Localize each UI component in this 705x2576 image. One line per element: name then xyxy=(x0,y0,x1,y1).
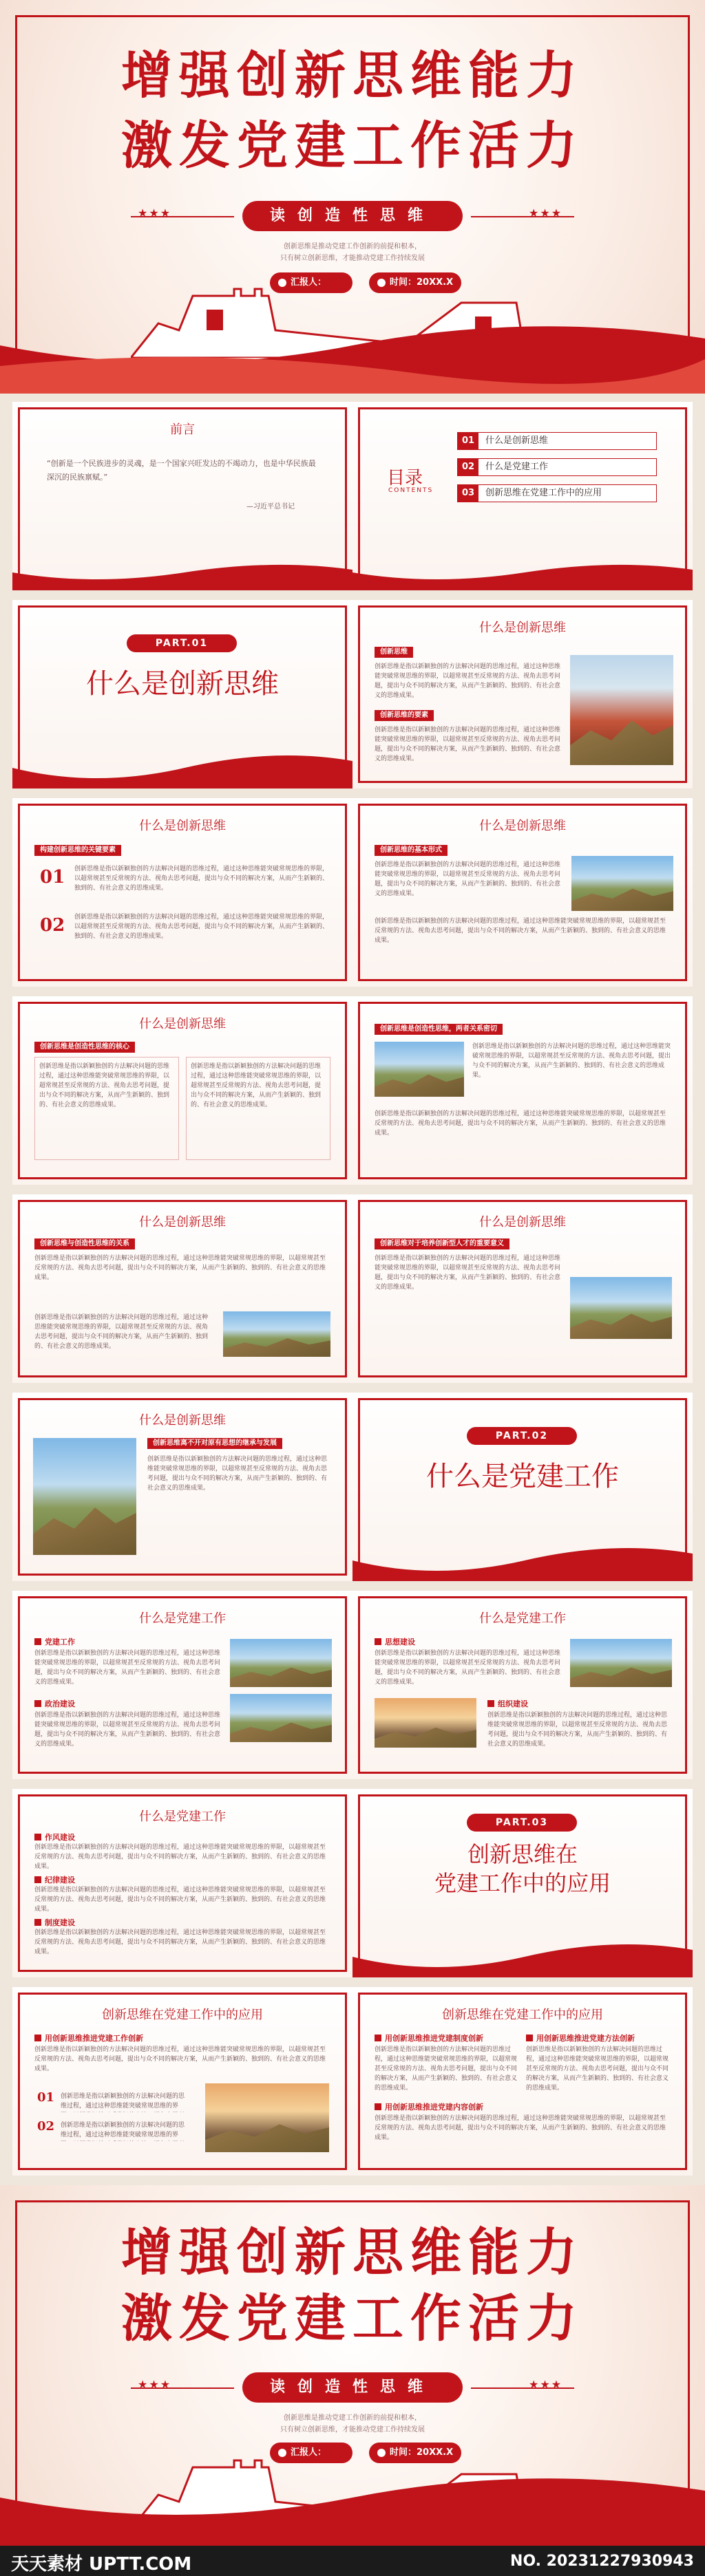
preface-author: —习近平总书记 xyxy=(246,503,295,511)
slide-contents xyxy=(352,402,693,590)
body-text: 创新思维是指以新颖独创的方法解决问题的思维过程，通过这种思维能突破常规思维的界限，以超常规甚至反常规的方法、视角去思考问题，提出与众不同的解决方案，从而产生新颖的、独到的、有社会意义的思维成果。 xyxy=(526,2046,669,2092)
photo xyxy=(375,1698,476,1748)
body-text: 创新思维是指以新颖独创的方法解决问题的思维过程，通过这种思维能突破常规思维的界限，以超常规甚至反常规的方法、视角去思考问题，提出与众不同的解决方案，从而产生新颖的、独到的、有社会意义的思维成果。 xyxy=(74,866,329,892)
cover-ribbon: 读创造性思维 xyxy=(242,2372,463,2403)
body-text: 创新思维是指以新颖独创的方法解决问题的思维过程，通过这种思维能突破常规思维的界限，以超常规甚至反常规的方法、视角去思考问题，提出与众不同的解决方案，从而产生新颖的、独到的、有社会意义的思维成果。 xyxy=(34,1887,326,1913)
body-text: 创新思维是指以新颖独创的方法解决问题的思维过程，通过这种思维能突破常规思维的界限，以超常规甚至反常规的方法、视角去思考问题，提出与众不同的解决方案，从而产生新颖的、独到的、有社会意义的思维成果。 xyxy=(375,2115,666,2141)
body-text: 创新思维是指以新颖独创的方法解决问题的思维过程，通过这种思维能突破常规思维的界限，以超常规甚至反常规的方法、视角去思考问题，提出与众不同的解决方案，从而产生新颖的、独到的、有社会意义的思维成果。 xyxy=(34,1314,209,1350)
slide-what-6 xyxy=(12,1194,352,1383)
time-pill: 时间：20XX.X xyxy=(369,2443,461,2463)
section-tag: 制度建设 xyxy=(34,1917,75,1928)
section-bar: 创新思维是创造性思维，两者关系密切 xyxy=(375,1024,503,1035)
section-bar: 创新思维是创造性思维的核心 xyxy=(34,1042,135,1053)
slide-what-5 xyxy=(352,996,693,1185)
body-text: 创新思维是指以新颖独创的方法解决问题的思维过程，通过这种思维能突破常规思维的界限，以超常规甚至反常规的方法、视角去思考问题，提出与众不同的解决方案，从而产生新颖的、独到的、有社会意义的思维成果。 xyxy=(375,1110,666,1137)
contents-title: 目录 xyxy=(387,468,423,489)
red-wave xyxy=(12,747,352,788)
photo xyxy=(570,655,673,765)
slide-what-7 xyxy=(352,1194,693,1383)
photo xyxy=(230,1639,332,1687)
section-tag: 用创新思维推进党建方法创新 xyxy=(526,2032,635,2043)
cover-title-line1: 增强创新思维能力 xyxy=(121,2223,584,2282)
red-wave xyxy=(352,1936,693,1977)
slide-title: 什么是创新思维 xyxy=(479,621,566,635)
body-text: 创新思维是指以新颖独创的方法解决问题的思维过程，通过这种思维能突破常规思维的界限，以超常规甚至反常规的方法、视角去思考问题，提出与众不同的解决方案，从而产生新颖的、独到的、有社会意义的思维成果。 xyxy=(375,918,666,944)
photo xyxy=(33,1438,136,1555)
cover-slide-bottom xyxy=(0,2185,705,2546)
part-title-line1: 创新思维在 xyxy=(467,1841,578,1867)
body-text: 创新思维是指以新颖独创的方法解决问题的思维过程，通过这种思维能突破常规思维的界限，以超常规甚至反常规的方法、视角去思考问题，提出与众不同的解决方案，从而产生新颖的、独到的、有社会意义的思维成果。 xyxy=(375,1650,560,1686)
body-text: 创新思维是指以新颖独创的方法解决问题的思维过程，通过这种思维能突破常规思维的界 xyxy=(61,2093,185,2110)
slide-title: 创新思维在党建工作中的应用 xyxy=(102,2008,263,2022)
body-text: 创新思维是指以新颖独创的方法解决问题的思维过程，通过这种思维能突破常规思维的界限，以超常规甚至反常规的方法、视角去思考问题，提出与众不同的解决方案，从而产生新颖的、独到的、有社会意义的思维成果。 xyxy=(186,1057,330,1160)
reporter-pill: 汇报人： xyxy=(270,2443,352,2463)
slide-preface xyxy=(12,402,352,590)
slide-what-8 xyxy=(12,1393,352,1581)
section-tag: 用创新思维推进党建内容创新 xyxy=(375,2101,483,2112)
cover-ribbon: 读创造性思维 xyxy=(242,201,463,231)
red-wave xyxy=(12,559,352,590)
slide-part1 xyxy=(12,600,352,788)
cover-title-line1: 增强创新思维能力 xyxy=(121,46,584,105)
reporter-pill: 汇报人： xyxy=(270,272,352,293)
section-tag: 用创新思维推进党建制度创新 xyxy=(375,2032,483,2043)
part-title: 什么是党建工作 xyxy=(426,1461,619,1492)
cover-slide-top xyxy=(0,0,705,394)
section-tag: 纪律建设 xyxy=(34,1874,75,1885)
time-pill: 时间：20XX.X xyxy=(369,272,461,293)
number: 01 xyxy=(40,867,65,888)
section-tag: 组织建设 xyxy=(487,1698,528,1709)
body-text: 创新思维是指以新颖独创的方法解决问题的思维过程，通过这种思维能突破常规思维的界限，以超常规甚至反常规的方法、视角去思考问题，提出与众不同的解决方案，从而产生新颖的、独到的、有社会意义的思维成果。 xyxy=(34,1712,220,1748)
part-tag: PART.03 xyxy=(467,1814,577,1832)
slide-apply-1 xyxy=(12,1987,352,2176)
section-bar: 创新思维的要素 xyxy=(375,710,434,721)
section-tag: 思想建设 xyxy=(375,1636,415,1647)
section-bar: 创新思维的基本形式 xyxy=(375,845,448,856)
number: 02 xyxy=(40,915,65,936)
watermark-right: NO. 20231227930943 xyxy=(510,2553,694,2570)
slide-title: 什么是创新思维 xyxy=(139,1017,226,1031)
cover-title-line2: 激发党建工作活力 xyxy=(121,116,584,175)
slide-title: 什么是党建工作 xyxy=(139,1611,226,1626)
body-text: 创新思维是指以新颖独创的方法解决问题的思维过程，通过这种思维能突破常规思维的界限，以超常规甚至反常规的方法、视角去思考问题，提出与众不同的解决方案，从而产生新颖的、独到的、有社会意义的思维成果。 xyxy=(34,1929,326,1955)
section-bar: 创新思维与创造性思维的关系 xyxy=(34,1238,135,1249)
body-text: 创新思维是指以新颖独创的方法解决问题的思维过程，通过这种思维能突破常规思维的界限，以超常规甚至反常规的方法、视角去思考问题，提出与众不同的解决方案，从而产生新颖的、独到的、有社会意义的思维成果。 xyxy=(375,727,560,762)
part-title-line2: 党建工作中的应用 xyxy=(434,1870,611,1896)
body-text: 创新思维是指以新颖独创的方法解决问题的思维过程，通过这种思维能突破常规思维的界限，以超常规甚至反常规的方法、视角去思考问题，提出与众不同的解决方案，从而产生新颖的、独到的、有社会意义的思维成果。 xyxy=(375,861,560,897)
body-text: 创新思维是指以新颖独创的方法解决问题的思维过程，通过这种思维能突破常规思维的界 xyxy=(61,2122,185,2138)
body-text: 创新思维是指以新颖独创的方法解决问题的思维过程，通过这种思维能突破常规思维的界限，以超常规甚至反常规的方法、视角去思考问题，提出与众不同的解决方案，从而产生新颖的、独到的、有社会意义的思维成果。 xyxy=(487,1712,668,1748)
part-tag: PART.01 xyxy=(127,634,237,652)
body-text: 创新思维是指以新颖独创的方法解决问题的思维过程，通过这种思维能突破常规思维的界限，以超常规甚至反常规的方法、视角去思考问题，提出与众不同的解决方案，从而产生新颖的、独到的、有社会意义的思维成果。 xyxy=(147,1456,328,1492)
slide-part2 xyxy=(352,1393,693,1581)
slide-title: 前言 xyxy=(170,422,195,437)
section-tag: 作风建设 xyxy=(34,1832,75,1843)
body-text: 创新思维是指以新颖独创的方法解决问题的思维过程，通过这种思维能突破常规思维的界限，以超常规甚至反常规的方法、视角去思考问题，提出与众不同的解决方案，从而产生新颖的、独到的、有社会意义的思维成果。 xyxy=(375,663,560,699)
slide-what-2 xyxy=(12,798,352,987)
toc-item-3[interactable]: 03 创新思维在党建工作中的应用 xyxy=(457,484,657,502)
slide-title: 什么是党建工作 xyxy=(139,1810,226,1824)
part-tag: PART.02 xyxy=(467,1427,577,1445)
slide-title: 什么是创新思维 xyxy=(139,819,226,833)
slide-title: 什么是创新思维 xyxy=(479,1215,566,1230)
section-tag: 用创新思维推进党建工作创新 xyxy=(34,2032,143,2043)
slide-what-3 xyxy=(352,798,693,987)
cover-title-line2: 激发党建工作活力 xyxy=(121,2289,584,2348)
toc-item-1[interactable]: 01 什么是创新思维 xyxy=(457,432,657,450)
photo xyxy=(571,856,673,911)
watermark-bar xyxy=(0,2546,705,2576)
body-text: 创新思维是指以新颖独创的方法解决问题的思维过程，通过这种思维能突破常规思维的界限，以超常规甚至反常规的方法、视角去思考问题，提出与众不同的解决方案，从而产生新颖的、独到的、有社会意义的思维成果。 xyxy=(34,1844,326,1870)
preface-quote: “创新是一个民族进步的灵魂，是一个国家兴旺发达的不竭动力，也是中华民族最深沉的民族禀赋。” xyxy=(47,459,316,482)
part-title: 什么是创新思维 xyxy=(86,668,279,700)
slide-party-3 xyxy=(12,1789,352,1977)
section-bar: 构建创新思维的关键要素 xyxy=(34,845,121,856)
red-wave xyxy=(352,1540,693,1581)
photo xyxy=(570,1277,672,1339)
red-wave xyxy=(0,2470,705,2546)
section-tag: 政治建设 xyxy=(34,1698,75,1709)
slide-title: 什么是创新思维 xyxy=(479,819,566,833)
stars-icon: ★★★ xyxy=(529,2378,563,2391)
slide-party-2 xyxy=(352,1591,693,1779)
toc-item-2[interactable]: 02 什么是党建工作 xyxy=(457,458,657,476)
watermark-left: 天天素材 UPTT.COM xyxy=(11,2554,192,2575)
photo xyxy=(230,1694,332,1742)
body-text: 创新思维是指以新颖独创的方法解决问题的思维过程，通过这种思维能突破常规思维的界限，以超常规甚至反常规的方法、视角去思考问题，提出与众不同的解决方案，从而产生新颖的、独到的、有社会意义的思维成果。 xyxy=(74,914,329,940)
body-text: 创新思维是指以新颖独创的方法解决问题的思维过程，通过这种思维能突破常规思维的界限，以超常规甚至反常规的方法、视角去思考问题，提出与众不同的解决方案，从而产生新颖的、独到的、有社会意义的思维成果。 xyxy=(375,1255,560,1291)
slide-title: 什么是党建工作 xyxy=(479,1611,566,1626)
photo xyxy=(223,1311,330,1357)
slide-what-1 xyxy=(352,600,693,788)
body-text: 创新思维是指以新颖独创的方法解决问题的思维过程，通过这种思维能突破常规思维的界限，以超常规甚至反常规的方法、视角去思考问题，提出与众不同的解决方案，从而产生新颖的、独到的、有社会意义的思维成果。 xyxy=(34,1255,326,1281)
section-bar: 创新思维离不开对原有思想的继承与发展 xyxy=(147,1438,282,1449)
slide-part3 xyxy=(352,1789,693,1977)
slide-apply-2 xyxy=(352,1987,693,2176)
body-text: 创新思维是指以新颖独创的方法解决问题的思维过程，通过这种思维能突破常规思维的界限，以超常规甚至反常规的方法、视角去思考问题，提出与众不同的解决方案，从而产生新颖的、独到的、有社会意义的思维成果。 xyxy=(34,1057,179,1160)
body-text: 创新思维是指以新颖独创的方法解决问题的思维过程，通过这种思维能突破常规思维的界限，以超常规甚至反常规的方法、视角去思考问题，提出与众不同的解决方案，从而产生新颖的、独到的、有社会意义的思维成果。 xyxy=(34,2046,326,2072)
stars-icon: ★★★ xyxy=(138,206,172,219)
photo xyxy=(570,1639,672,1687)
slide-title: 什么是创新思维 xyxy=(139,1215,226,1230)
slide-title: 创新思维在党建工作中的应用 xyxy=(442,2008,603,2022)
section-bar: 创新思维 xyxy=(375,647,413,658)
cover-desc: 创新思维是推动党建工作创新的前提和根本， 只有树立创新思维，才能推动党建工作持续发展 xyxy=(280,243,425,262)
body-text: 创新思维是指以新颖独创的方法解决问题的思维过程，通过这种思维能突破常规思维的界限，以超常规甚至反常规的方法、视角去思考问题，提出与众不同的解决方案，从而产生新颖的、独到的、有社会意义的思维成果。 xyxy=(472,1043,671,1079)
slide-party-1 xyxy=(12,1591,352,1779)
number: 02 xyxy=(37,2119,55,2134)
stars-icon: ★★★ xyxy=(529,206,563,219)
red-wave xyxy=(0,318,705,394)
number: 01 xyxy=(37,2090,55,2105)
contents-sub: CONTENTS xyxy=(388,487,434,494)
cover-desc: 创新思维是推动党建工作创新的前提和根本， 只有树立创新思维，才能推动党建工作持续发展 xyxy=(280,2414,425,2434)
red-wave xyxy=(352,559,693,590)
photo xyxy=(375,1042,464,1097)
section-bar: 创新思维对于培养创新型人才的重要意义 xyxy=(375,1238,509,1249)
body-text: 创新思维是指以新颖独创的方法解决问题的思维过程，通过这种思维能突破常规思维的界限，以超常规甚至反常规的方法、视角去思考问题，提出与众不同的解决方案，从而产生新颖的、独到的、有社会意义的思维成果。 xyxy=(34,1650,220,1686)
slide-what-4 xyxy=(12,996,352,1185)
photo xyxy=(205,2083,329,2152)
slide-title: 什么是创新思维 xyxy=(139,1413,226,1428)
stars-icon: ★★★ xyxy=(138,2378,172,2391)
body-text: 创新思维是指以新颖独创的方法解决问题的思维过程，通过这种思维能突破常规思维的界限，以超常规甚至反常规的方法、视角去思考问题，提出与众不同的解决方案，从而产生新颖的、独到的、有社会意义的思维成果。 xyxy=(375,2046,518,2092)
section-tag: 党建工作 xyxy=(34,1636,75,1647)
